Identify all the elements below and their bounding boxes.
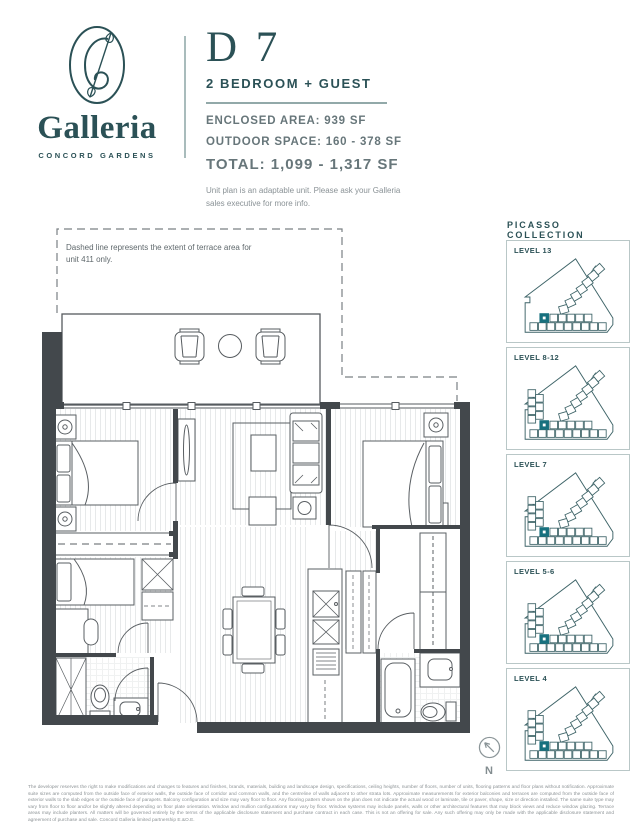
keyplan-highlighted-unit (539, 634, 549, 644)
keyplan-highlighted-unit (539, 527, 549, 537)
dining-chair (223, 609, 232, 629)
balcony (62, 314, 320, 405)
level-keyplan-box (506, 240, 630, 343)
legal-disclaimer: The developer reserves the right to make modifications and changes to features and finishes, brands, materials, building and landscape design, specifications, ceiling heights, number of floors, number of units, flooring patterns and floor plans without notification. Approximate suite sizes are computed from the outside face of exterior walls, the outside face of corridor and common walls, and the centreline of walls adjacent to other strata lots. Approximate measurements for exterior balconies and terraces are computed from the outside face of exterior walls to the slab edges or the outside face of parapets. Balcony configuration and size may vary floor to floor. Any flooring pattern shown on the plan does not indicate the actual wood or laminate, tile or paver, shape, size or direction installed. The same suite type may vary from floor to floor and/or be slightly altered depending on floor plate orientation. Window and mullion configurations may vary by floor. Window systems may include panels, walls or other architectural features that may block views and reduce window glazing. Terrace areas may include planters. All matters will be governed entirely by the terms of the applicable disclosure statement and purchase contract in each case. This is not an offering for sale. Any such offering may only be made with the applicable disclosure statement and agreement of purchase and sale. Concord Galleria limited partnership E.&O.E. (28, 785, 614, 823)
balcony-table (219, 335, 242, 358)
brand-tagline: CONCORD GARDENS (38, 151, 156, 160)
toilet (421, 703, 445, 721)
header-rule (206, 102, 387, 104)
terrace-note-line2: unit 411 only. (66, 255, 113, 264)
level-keyplan-box (506, 347, 630, 450)
keyplan-highlighted-unit (539, 741, 549, 751)
level-label: LEVEL 4 (514, 674, 548, 683)
terrace-note-line1: Dashed line represents the extent of terrace area for (66, 243, 252, 252)
spec-outdoor-space: OUTDOOR SPACE: 160 - 378 SF (206, 135, 402, 148)
building-keyplan (514, 363, 624, 445)
plan-header (206, 26, 466, 210)
level-list (506, 240, 630, 775)
north-label: N (485, 765, 493, 777)
wardrobe (178, 419, 195, 481)
header-divider (184, 36, 186, 158)
dining-chair (276, 609, 285, 629)
bathroom-door-swing (378, 613, 414, 649)
spec-enclosed-area: ENCLOSED AREA: 939 SF (206, 114, 367, 127)
fridge (363, 571, 376, 653)
building-keyplan (514, 256, 624, 338)
desk-chair (84, 619, 98, 645)
window-wall (64, 403, 454, 410)
dining-table (233, 597, 275, 663)
brand-logo-block (34, 24, 160, 160)
desk (54, 609, 88, 655)
adaptable-partition (56, 533, 173, 555)
dining-chair (242, 587, 264, 596)
pantry-cabinet (346, 571, 361, 653)
galleria-monogram-icon (66, 24, 128, 106)
brand-wordmark: Galleria (37, 110, 157, 146)
floor-plan-drawing (30, 225, 470, 745)
level-keyplan-box (506, 561, 630, 664)
level-keyplan-box (506, 454, 630, 557)
dining-chair (223, 635, 232, 655)
compass (477, 736, 501, 777)
floor-plan-svg (30, 225, 470, 745)
plan-name: D 7 (206, 24, 282, 71)
building-keyplan (514, 684, 624, 766)
north-arrow-icon (478, 736, 501, 759)
dining-chair (242, 664, 264, 673)
level-keyplan-box (506, 668, 630, 771)
collection-title: PICASSO COLLECTION (507, 220, 585, 240)
building-keyplan (514, 577, 624, 659)
level-label: LEVEL 8-12 (514, 353, 560, 362)
coffee-table (251, 435, 276, 471)
spec-total-area: TOTAL: 1,099 - 1,317 SF (206, 155, 399, 173)
keyplan-highlighted-unit (539, 420, 549, 430)
building-keyplan (514, 470, 624, 552)
dining-chair (276, 635, 285, 655)
keyplan-highlighted-unit (539, 313, 549, 323)
level-label: LEVEL 7 (514, 460, 548, 469)
level-label: LEVEL 13 (514, 246, 552, 255)
level-label: LEVEL 5-6 (514, 567, 555, 576)
adaptable-unit-note: Unit plan is an adaptable unit. Please ask your Galleria sales executive for more info. (206, 185, 401, 208)
ottoman (249, 497, 276, 525)
vanity (420, 653, 460, 687)
toilet (91, 685, 109, 709)
plan-type: 2 BEDROOM + GUEST (206, 76, 372, 91)
toilet-tank (446, 702, 456, 721)
